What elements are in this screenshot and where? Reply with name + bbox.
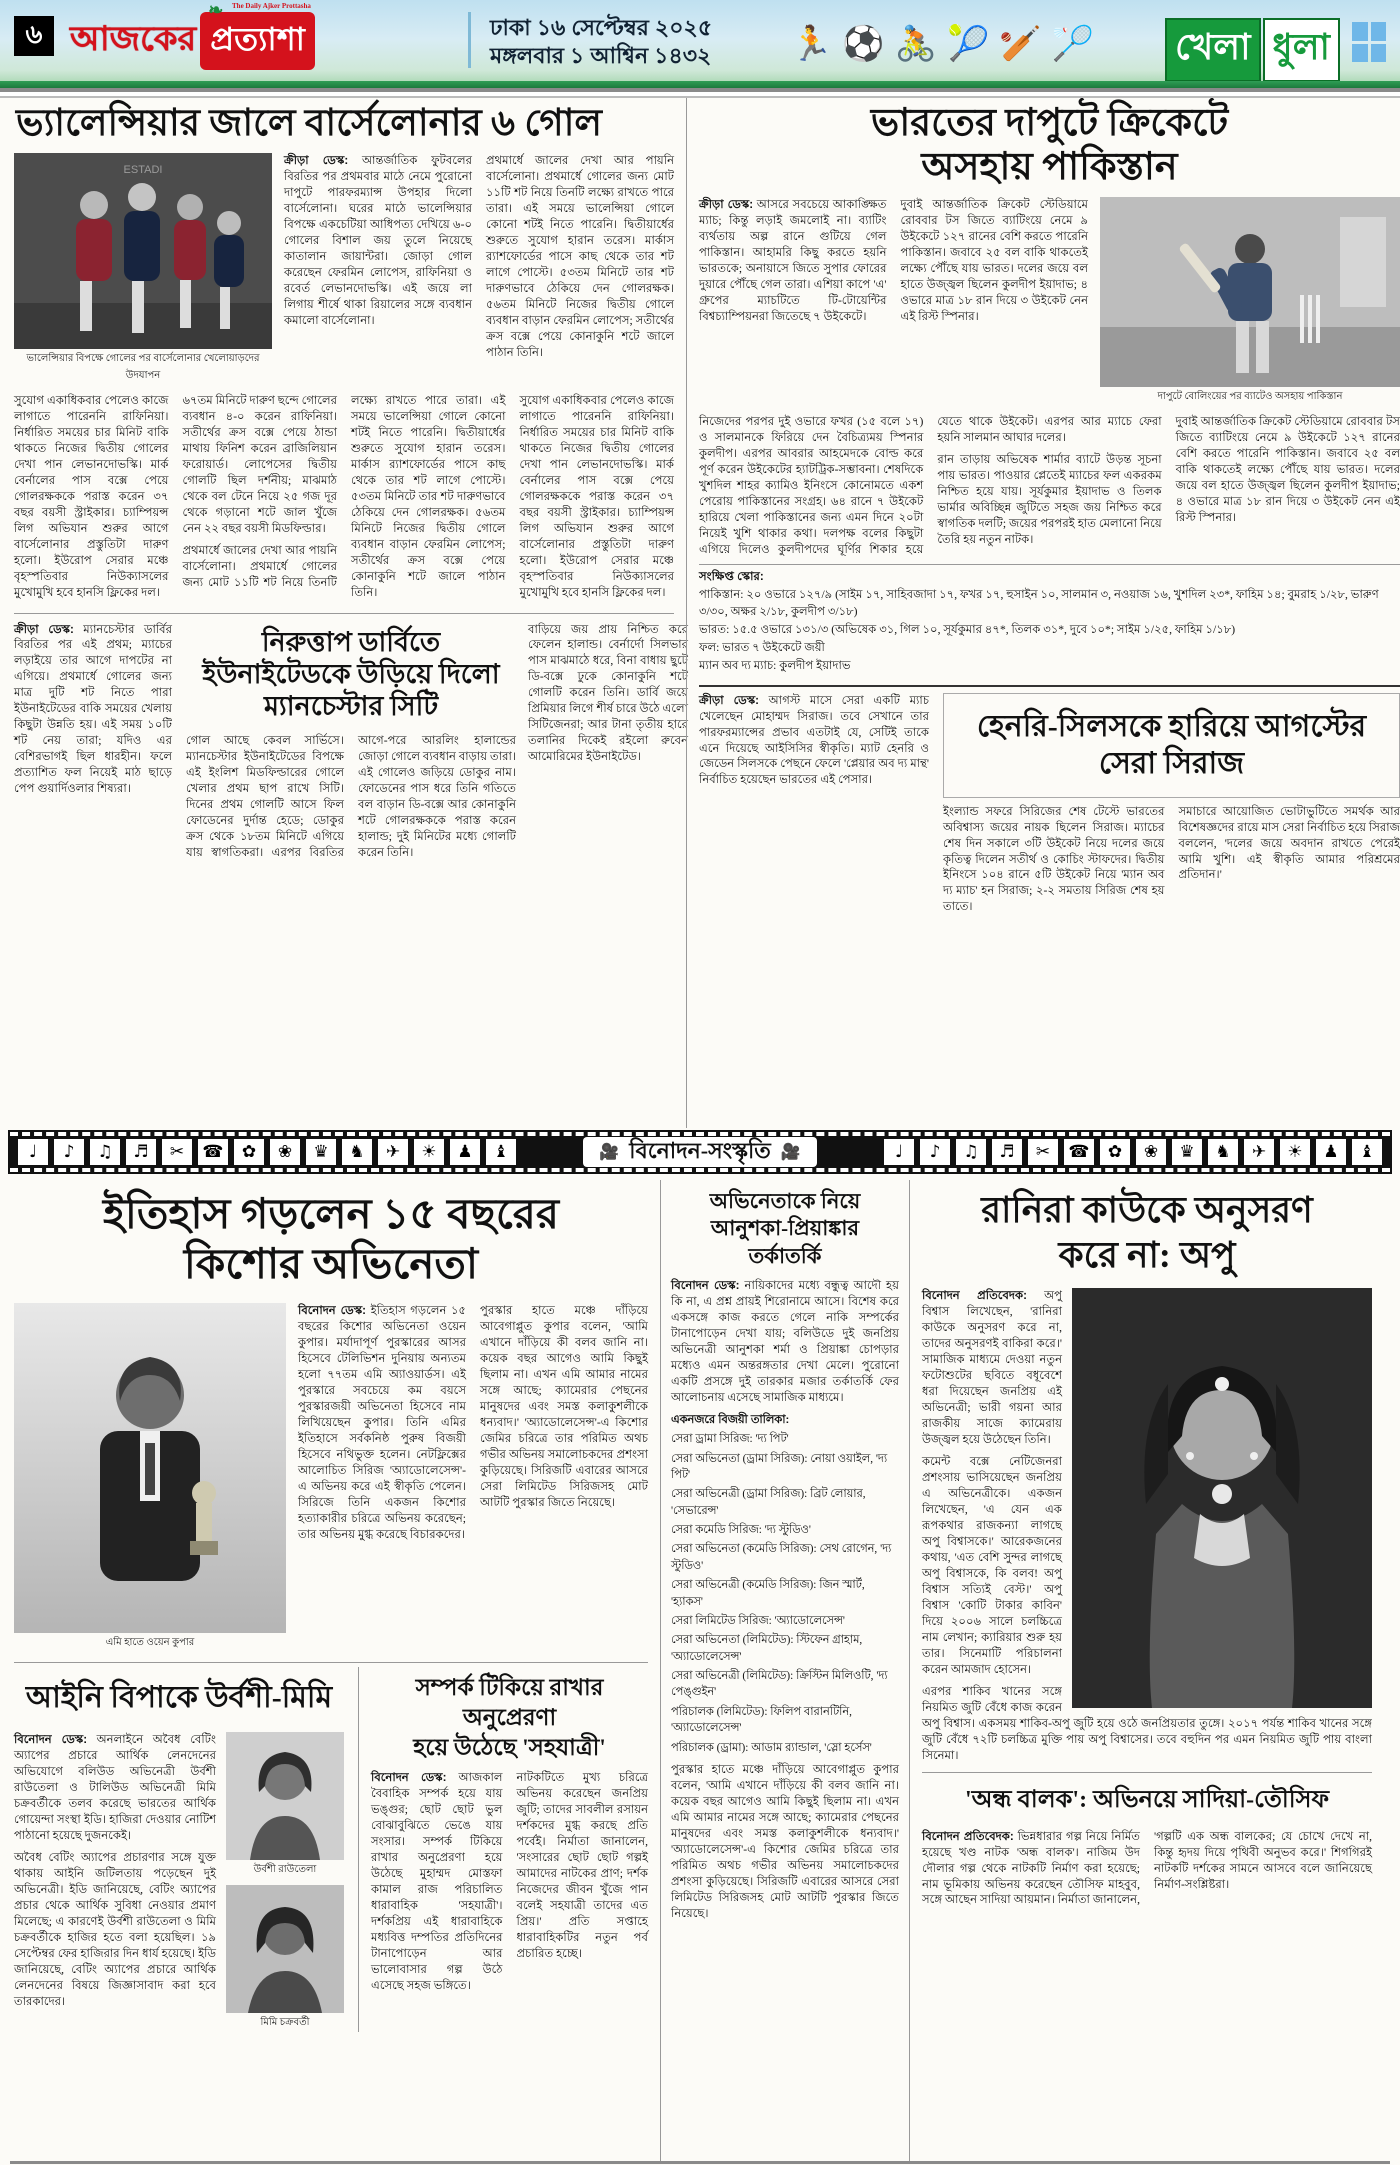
film-strip-icons-left: [18, 1139, 516, 1165]
apu-headline: রানিরা কাউকে অনুসরণ করে না: অপু: [981, 1190, 1313, 1275]
bottom-rule: [10, 2161, 1390, 2165]
football-icon: ⚽: [842, 24, 885, 64]
urbashi-photo-caption: উর্বশী রাউতেলা: [253, 1863, 317, 1875]
film-strip-icon: ♬: [992, 1139, 1022, 1165]
film-strip-icon: ✂: [1028, 1139, 1058, 1165]
film-strip-icon: ✈: [378, 1139, 408, 1165]
byline: বিনোদন ডেস্ক:: [14, 1732, 88, 1746]
byline: ক্রীড়া ডেস্ক:: [699, 693, 760, 707]
award-list-item: পরিচালক (লিমিটেড): ফিলিপ বারানটিনি, 'অ্যাডোলেসেন্স': [671, 1705, 852, 1735]
barcelona-photo-caption: ভালেন্সিয়ার বিপক্ষে গোলের পর বার্সেলোনার খেলোয়াড়দের উদযাপন: [26, 352, 260, 381]
siraj-body-left: ক্রীড়া ডেস্ক: আগস্ট মাসে সেরা একটি ম্যাচ খেলেছেন মোহাম্মদ সিরাজ। তবে সেখানে তার পারফরম্যান্সের প্রভাব এতটাই যে, সেটিই তাকে এনে দিয়েছে আইসিসির স্বীকৃতি। ম্যাট হেনরি ও জেডেন সিলসকে পেছনে ফেলে 'প্লেয়ার অব দ্য মান্থ' নির্বাচিত হয়েছেন ভারতের এই পেসার।: [699, 693, 929, 787]
entertainment-divider-strip: [10, 1132, 1390, 1172]
runner-icon: 🏃: [790, 24, 833, 64]
section-logo-part-1: খেলা: [1165, 18, 1261, 82]
dateline-bangla: মঙ্গলবার ১ আশ্বিন ১৪৩২: [490, 42, 712, 68]
sahajatri-headline: সম্পর্ক টিকিয়ে রাখার অনুপ্রেরণা হয়ে উঠেছে 'সহযাত্রী': [413, 1674, 606, 1760]
masthead-word-2: ❧ The Daily Ajker Prottasha প্রত্যাশা: [200, 12, 315, 70]
entertainment-divider-panel: [583, 1137, 816, 1167]
film-strip-icon: ♩: [884, 1139, 914, 1165]
section-logo: [1165, 18, 1340, 82]
masthead: [70, 0, 315, 70]
barcelona-article: [14, 98, 686, 1128]
blind-boy-body: বিনোদন প্রতিবেদক: ভিন্নধারার গল্প নিয়ে নির্মিত হয়েছে খণ্ড নাটক 'অন্ধ বালক'। নাজিম উদ দৌলার গল্প থেকে নাটকটি নির্মাণ করা হয়েছে; নাম ভূমিকায় অভিনয় করেছেন তৌসিফ মাহবুব, সঙ্গে আছেন সাদিয়া আয়মান। নির্মাতা জানালেন, 'গল্পটি এক অন্ধ বালকের; যে চোখে দেখে না, কিন্তু হৃদয় দিয়ে পৃথিবী অনুভব করে।' শিগগিরই নাটকটি দর্শকের সামনে আসবে বলে জানিয়েছে নির্মাণ-সংশ্লিষ্টরা।: [922, 1829, 1372, 1907]
byline: ক্রীড়া ডেস্ক:: [699, 198, 754, 212]
entertainment-left-column: [14, 1180, 660, 2161]
section-logo-part-2: ধুলা: [1263, 18, 1340, 82]
film-strip-icon: ❀: [1136, 1139, 1166, 1165]
film-strip-icon: ♝: [1352, 1139, 1382, 1165]
mancity-headline: নিরুত্তাপ ডার্বিতে ইউনাইটেডকে উড়িয়ে দিলো ম্যানচেস্টার সিটি: [202, 626, 500, 722]
film-strip-icon: ♪: [920, 1139, 950, 1165]
mancity-body: গোল আছে কেবল সার্ভিসে। ম্যানচেস্টার ইউনাইটেডের বিপক্ষে এই ইংলিশ মিডফিল্ডারের গোলে খেলার প্রথম ছাপ রাখে সিটি। দিনের প্রথম গোলটি আসে ফিল ফোডেনের দুর্দান্ত হেডে; ডোকুর ক্রস থেকে ১৮তম মিনিটে এগিয়ে যায় স্বাগতিকরা। এরপর বিরতির আগে-পরে আরলিং হালান্ডের জোড়া গোলে ব্যবধান বাড়ায় তারা। এই গোলেও জড়িয়ে ডোকুর নাম। ফোডেনের পাস ধরে তিনি গতিতে বল বাড়ান ডি-বক্সে আর কোনাকুনি শটে গোলরক্ষককে পরাস্ত করেন হালান্ড; দুই মিনিটের মধ্যে গোলটি করেন তিনি।: [186, 733, 516, 859]
entertainment-section: [0, 1176, 1400, 2161]
top-rule: [0, 88, 1400, 98]
cricket-body-bottom: নিজেদের পরপর দুই ওভারে ফখর (১৫ বলে ১৭) ও সালমানকে ফিরিয়ে দেন বৈচিত্র্যময় স্পিনার কুলদীপ। এরপর আবরার আহমেদকে বোল্ড করে পূর্ণ করেন উইকেটের হ্যাটট্রিক-সম্ভাবনা। শেষদিকে খুশদিল শাহর ক্যামিও ইনিংসে কোনোমতে একশ পেরোয় পাকিস্তানের সংগ্রহ। ৬৪ রানে ৭ উইকেট হারিয়ে খেলা পাকিস্তানের জন্য এমন দিনে ২০টা নিয়েই খুশি থাকার কথা। দলপক্ষ বলের কিছুটা এগিয়ে দিলেও কুলদীপদের ঘূর্ণির শিকার হয়ে যেতে থাকে উইকেট। এরপর আর ম্যাচে ফেরা হয়নি সালমান আঘার দলের। রান তাড়ায় অভিষেক শার্মার ব্যাটে উড়ন্ত সূচনা পায় ভারত। পাওয়ার প্লেতেই ম্যাচের ফল একরকম নিশ্চিত হয়ে যায়। সূর্যকুমার ইয়াদাভ ও তিলক ভার্মার অবিচ্ছিন্ন জুটিতে সহজ জয় নিশ্চিত করে স্বাগতিক দলটি; জয়ের পরপরই হাত মেলানো নিয়ে তৈরি হয় নতুন নাটক। দুবাই আন্তর্জাতিক ক্রিকেট স্টেডিয়ামে রোববার টস জিতে ব্যাটিংয়ে নেমে ৯ উইকেটে ১২৭ রানের বেশি করতে পারেনি পাকিস্তান। জবাবে ২৫ বল বাকি থাকতেই লক্ষ্যে পৌঁছে যায় ভারত। দলের জয়ে বল হাতে উজ্জ্বল ছিলেন কুলদীপ ইয়াদাভ; ৪ ওভারে মাত্র ১৮ রান দিয়ে ৩ উইকেট নেন এই রিস্ট স্পিনার।: [699, 415, 1400, 557]
film-strip-icon: ♛: [1172, 1139, 1202, 1165]
barcelona-body-top: ক্রীড়া ডেস্ক: আন্তর্জাতিক ফুটবলের বিরতির পর প্রথমবার মাঠে নেমে পুরোনো দাপুটে পারফরম্যান্স উপহার দিলো বার্সেলোনা। ঘরের মাঠে ভালেন্সিয়ার বিপক্ষে একচেটিয়া আধিপত্য দেখিয়ে ৬-০ গোলের বিশাল জয় তুলে নিয়েছে কাতালান জায়ান্টরা। জোড়া গোল করেছেন ফেরমিন লোপেস, রাফিনিয়া ও রবের্ত লেভানদোভস্কি। এই জয়ে লা লিগায় শীর্ষে থাকা রিয়ালের সঙ্গে ব্যবধান কমালো বার্সেলোনা। প্রথমার্ধে জালের দেখা আর পায়নি বার্সেলোনা। প্রথমার্ধে গোলের জন্য মোট ১১টি শট নিয়ে তিনটি লক্ষ্যে রাখতে পারে তারা। এই সময়ে ভালেন্সিয়া গোলে কোনো শটই নিতে পারেনি। দ্বিতীয়ার্ধের শুরুতে সুযোগ হারান তরেস। মার্কাস র‍্যাশফোর্ডের পাসে কাছ থেকে তার শট লাগে পোস্টে। ৫৩তম মিনিটে তার শট দারুণভাবে ঠেকিয়ে দেন গোলরক্ষক। ৫৬তম মিনিটে নিজের দ্বিতীয় গোলে ব্যবধান বাড়ান ফেরমিন লোপেস; সতীর্থের ক্রস বক্সে পেয়ে কোনাকুনি শটে জালে পাঠান তিনি।: [284, 153, 674, 359]
byline: বিনোদন ডেস্ক:: [298, 1303, 367, 1317]
masthead-word-1: আজকের: [70, 20, 197, 58]
film-strip-icon: ♝: [486, 1139, 516, 1165]
award-list-item: সেরা অভিনেত্রী (ড্রামা সিরিজ): ব্রিট লোয়ার, 'সেভারেন্স': [671, 1488, 866, 1517]
apu-article: [922, 1180, 1372, 1764]
barcelona-headline: ভ্যালেন্সিয়ার জালে বার্সেলোনার ৬ গোল: [16, 103, 602, 144]
anushka-article: [660, 1180, 910, 2161]
sahajatri-body: বিনোদন ডেস্ক: আজকাল বৈবাহিক সম্পর্ক হয়ে যায় ভঙ্গুর; ছোট ছোট ভুল বোঝাবুঝিতে ভেঙে যায় সংসার। সম্পর্ক টিকিয়ে রাখার অনুপ্রেরণা হয়ে উঠেছে মুহাম্মদ মোস্তফা কামাল রাজ পরিচালিত ধারাবাহিক 'সহযাত্রী'। দর্শকপ্রিয় এই ধারাবাহিকে মধ্যবিত্ত দম্পতির প্রতিদিনের টানাপোড়েন আর ভালোবাসার গল্প উঠে এসেছে সহজ ভঙ্গিতে। নাটকটিতে মুখ্য চরিত্রে অভিনয় করেছেন জনপ্রিয় জুটি; তাদের সাবলীল রসায়ন দর্শকদের মুগ্ধ করছে প্রতি পর্বেই। নির্মাতা জানালেন, 'সংসারের ছোট ছোট গল্পই আমাদের নাটকের প্রাণ; দর্শক নিজেদের জীবন খুঁজে পান বলেই সহযাত্রী তাদের এত প্রিয়।' প্রতি সপ্তাহে ধারাবাহিকটির নতুন পর্ব প্রচারিত হচ্ছে।: [371, 1771, 648, 1993]
anushka-body: বিনোদন ডেস্ক: নায়িকাদের মধ্যে বন্ধুত্ব আদৌ হয় কি না, এ প্রশ্ন প্রায়ই শিরোনামে আসে। বিশেষ করে একসঙ্গে কাজ করতে গেলে নাকি সম্পর্কের টানাপোড়েন দেখা যায়; বলিউডে দুই জনপ্রিয় অভিনেত্রী আনুশকা শর্মা ও প্রিয়াঙ্কা চোপড়ার মধ্যেও এমন অন্তরঙ্গতার দেখা মেলে। পুরোনো একটি প্রসঙ্গে দুই তারকার মজার তর্কাতর্কি ফের আলোচনায় এসেছে সামাজিক মাধ্যমে।: [671, 1278, 899, 1404]
sports-figures-illustration: [790, 4, 1220, 84]
film-strip-icon: ♞: [342, 1139, 372, 1165]
film-strip-icon: ✿: [1100, 1139, 1130, 1165]
teen-actor-headline: ইতিহাস গড়লেন ১৫ বছরের কিশোর অভিনেতা: [102, 1192, 560, 1289]
film-strip-icon: ✿: [234, 1139, 264, 1165]
entertainment-section-title: বিনোদন-সংস্কৃতি: [629, 1137, 771, 1163]
cricket-body-top: ক্রীড়া ডেস্ক: আসরে সবচেয়ে আকাঙ্ক্ষিত ম্যাচ; কিন্তু লড়াই জমলোই না। ব্যাটিং ব্যর্থতায় অল্প রানে গুটিয়ে গেল পাকিস্তান। আহামরি কিছু করতে হয়নি ভারতকে; অনায়াসে জিতে সুপার ফোরের দুয়ারে পৌঁছে গেল তারা। এশিয়া কাপে 'এ' গ্রুপের ম্যাচটিতে টি-টোয়েন্টির বিশ্বচ্যাম্পিয়নরা জিতেছে ৭ উইকেটে। দুবাই আন্তর্জাতিক ক্রিকেট স্টেডিয়ামে রোববার টস জিতে ব্যাটিংয়ে নেমে ৯ উইকেটে ১২৭ রানের বেশি করতে পারেনি পাকিস্তান। জবাবে ২৫ বল বাকি থাকতেই লক্ষ্যে পৌঁছে যায় ভারত। দলের জয়ে বল হাতে উজ্জ্বল ছিলেন কুলদীপ ইয়াদাভ; ৪ ওভারে মাত্র ১৮ রান দিয়ে ৩ উইকেট নেন এই রিস্ট স্পিনার।: [699, 198, 1088, 324]
film-strip-icon: ☎: [198, 1139, 228, 1165]
scorecard-line: ম্যান অব দ্য ম্যাচ: কুলদীপ ইয়াদাভ: [699, 659, 851, 673]
film-strip-icon: ♪: [54, 1139, 84, 1165]
siraj-right: [943, 693, 1400, 916]
teen-actor-body: বিনোদন ডেস্ক: ইতিহাস গড়লেন ১৫ বছরের কিশোর অভিনেতা ওয়েন কুপার। মর্যাদাপূর্ণ পুরস্কারের আসর হিসেবে টেলিভিশন দুনিয়ায় অন্যতম হলো ৭৭তম এমি অ্যাওয়ার্ডস। এই পুরস্কারে সবচেয়ে কম বয়সে পুরস্কারজয়ী অভিনেতা হিসেবে নাম লিখিয়েছেন কুপার। তিনি এমির ইতিহাসে সর্বকনিষ্ঠ পুরুষ বিজয়ী হিসেবে নথিভুক্ত হলেন। নেটফ্লিক্সের আলোচিত সিরিজ 'অ্যাডোলেসেন্স'-এ অভিনয় করে এই স্বীকৃতি পেলেন। সিরিজে তিনি একজন কিশোর হত্যাকারীর চরিত্রে অভিনয় করেছেন; তার অভিনয় মুগ্ধ করেছে বিচারকদের। পুরস্কার হাতে মঞ্চে দাঁড়িয়ে আবেগাপ্লুত কুপার বলেন, 'আমি এখানে দাঁড়িয়ে কী বলব জানি না। কয়েক বছর আগেও আমি কিছুই ছিলাম না। এখন এমি আমার নামের সঙ্গে আছে; ক্যামেরার পেছনের মানুষদের এবং সমস্ত কলাকুশলীকে ধন্যবাদ।' 'অ্যাডোলেসেন্স'-এ কিশোর জেমির চরিত্রে তার পরিমিত অথচ গভীর অভিনয় সমালোচকদের প্রশংসা কুড়িয়েছে। সিরিজটি এবারের আসরে সেরা লিমিটেড সিরিজসহ মোট আটটি পুরস্কার জিতে নিয়েছে।: [298, 1303, 648, 1541]
film-strip-icon: ❀: [270, 1139, 300, 1165]
cricket-article: [686, 98, 1400, 1128]
mimi-photo-caption: মিমি চক্রবর্তী: [260, 2016, 310, 2028]
film-strip-icon: ♟: [1316, 1139, 1346, 1165]
decorative-blue-blocks: [1352, 22, 1386, 62]
film-strip-icon: ☎: [1064, 1139, 1094, 1165]
leaf-icon: ❧: [208, 0, 224, 20]
projector-icon: 🎥: [599, 1144, 620, 1161]
award-list-item: সেরা ড্রামা সিরিজ: 'দ্য পিট': [671, 1433, 789, 1446]
anushka-body-2: পুরস্কার হাতে মঞ্চে দাঁড়িয়ে আবেগাপ্লুত কুপার বলেন, 'আমি এখানে দাঁড়িয়ে কী বলব জানি না। কয়েক বছর আগেও আমি কিছুই ছিলাম না। এখন এমি আমার নামের সঙ্গে আছে; ক্যামেরার পেছনের মানুষদের এবং সমস্ত কলাকুশলীকে ধন্যবাদ।' 'অ্যাডোলেসেন্স'-এ কিশোর জেমির চরিত্রে তার পরিমিত অথচ গভীর অভিনয় সমালোচকদের প্রশংসা কুড়িয়েছে। সিরিজটি এবারের আসরে সেরা লিমিটেড সিরিজসহ মোট আটটি পুরস্কার জিতে নিয়েছে।: [671, 1762, 899, 1920]
film-strip-icon: ♞: [1208, 1139, 1238, 1165]
page-number: ৬: [14, 16, 54, 56]
award-list-item: সেরা অভিনেত্রী (লিমিটেড): ক্রিস্টিন মিলিওটি, 'দ্য পেঙ্গুইন': [671, 1670, 888, 1699]
mimi-photo: [226, 1885, 344, 2013]
cricket-headline: ভারতের দাপুটে ক্রিকেটে অসহায় পাকিস্তান: [870, 102, 1229, 188]
siraj-body-right: ইংল্যান্ড সফরে সিরিজের শেষ টেস্টে ভারতের অবিশ্বাস্য জয়ের নায়ক ছিলেন সিরাজ। ম্যাচের শেষ দিন সকালে ৩টি উইকেট নিয়ে দলের জয়ে কৃতিত্ব দিলেন সতীর্থ ও কোচিং স্টাফদের। দ্বিতীয় ইনিংসে ১০৪ রানে ৫টি উইকেট নিয়ে 'ম্যান অব দ্য ম্যাচ' হন সিরাজ; ২-২ সমতায় সিরিজ শেষ হয় তাতে। সমাচারে আয়োজিত ভোটাভুটিতে সমর্থক আর বিশেষজ্ঞদের রায়ে মাস সেরা নির্বাচিত হয়ে সিরাজ বললেন, 'দলের জয়ে অবদান রাখতে পেরেই আমি খুশি। এই স্বীকৃতি আমার পরিশ্রমের প্রতিদান।': [943, 804, 1400, 914]
award-list-item: সেরা অভিনেতা (ড্রামা সিরিজ): নোয়া ওয়াইল, 'দ্য পিট': [671, 1452, 888, 1481]
apu-bridal-photo: [1072, 1288, 1372, 1708]
urbashi-body: বিনোদন ডেস্ক: অনলাইনে অবৈধ বেটিং অ্যাপের প্রচারে আর্থিক লেনদেনের অভিযোগে বলিউড অভিনেত্রী উর্বশী রাউতেলা ও টালিউড অভিনেত্রী মিমি চক্রবর্তীকে তলব করেছে ভারতের আর্থিক গোয়েন্দা সংস্থা ইডি। হাজিরা দেওয়ার নোটিশ পাঠানো হয়েছে দুজনকেই। অবৈধ বেটিং অ্যাপের প্রচারণার সঙ্গে যুক্ত থাকায় আইনি জটিলতায় পড়েছেন দুই অভিনেত্রী। ইডি জানিয়েছে, বেটিং অ্যাপের প্রচার থেকে আর্থিক সুবিধা নেওয়ার প্রমাণ মিলেছে; এ কারণেই উর্বশী রাউতেলা ও মিমি চক্রবর্তীকে হাজির হতে বলা হয়েছিল। ১৯ সেপ্টেম্বর ফের হাজিরার দিন ধার্য হয়েছে। ইডি জানিয়েছে, বেটিং অ্যাপের প্রচারে আর্থিক লেনদেনের বিষয়ে জিজ্ঞাসাবাদ করা হবে তারকাদের।: [14, 1732, 216, 2008]
badminton-icon: 🏸: [1051, 24, 1095, 64]
byline: বিনোদন প্রতিবেদক:: [922, 1289, 1027, 1302]
masthead-tagline: The Daily Ajker Prottasha: [232, 2, 311, 10]
film-strip-icon: ✂: [162, 1139, 192, 1165]
emmy-awards-list: [671, 1412, 899, 1756]
siraj-article: [699, 685, 1400, 916]
byline: বিনোদন ডেস্ক:: [371, 1771, 447, 1785]
blind-boy-headline: 'অন্ধ বালক': অভিনয়ে সাদিয়া-তৌসিফ: [922, 1772, 1372, 1829]
entertainment-right-column: [910, 1180, 1372, 2161]
award-list-item: সেরা কমেডি সিরিজ: 'দ্য স্টুডিও': [671, 1524, 811, 1537]
cricket-batsman-photo: [1100, 197, 1400, 387]
scorecard-line: ফল: ভারত ৭ উইকেটে জয়ী: [699, 641, 825, 655]
film-strip-icon: ♛: [306, 1139, 336, 1165]
film-strip-icon: ☀: [1280, 1139, 1310, 1165]
urbashi-headline: আইনি বিপাকে উর্বশী-মিমি: [25, 1680, 333, 1714]
film-strip-icon: ♫: [90, 1139, 120, 1165]
teen-actor-article: [14, 1180, 648, 1652]
svg-text:ESTADI: ESTADI: [123, 163, 163, 176]
scorecard-title: সংক্ষিপ্ত স্কোর:: [699, 570, 764, 584]
byline: বিনোদন প্রতিবেদক:: [922, 1829, 1014, 1843]
sports-section: [0, 98, 1400, 1128]
barcelona-celebration-photo: [14, 153, 272, 349]
siraj-headline: হেনরি-সিলসকে হারিয়ে আগস্টের সেরা সিরাজ: [943, 693, 1400, 798]
film-strip-icons-right: [884, 1139, 1382, 1165]
masthead-banner: [0, 0, 1400, 88]
mancity-col-left: ক্রীড়া ডেস্ক: ম্যানচেস্টার ডার্বির বিরতির পর এই প্রথম; ম্যাচের লড়াইয়ে তার আগে দাপটের না এগিয়ে। প্রথমার্ধে গোলের জন্য মাত্র দুটি শট নিতে পারা ইউনাইটেডের বাকি সময়ের খেলায় কিছুটা উন্নতি হয়। এই সময় ১০টি শট নেয় তারা; যদিও এর বেশিরভাগই ছিল ধারহীন। ফলে প্রত্যাশিত ফল নিয়েই মাঠ ছাড়ে পেপ গুয়ার্দিওলার শিষ্যরা।: [14, 622, 172, 796]
teen-actor-photo: [14, 1303, 286, 1633]
teen-actor-photo-caption: এমি হাতে ওয়েন কুপার: [105, 1636, 195, 1648]
byline: ক্রীড়া ডেস্ক:: [14, 622, 74, 636]
award-list-item: পরিচালক (ড্রামা): আডাম র‍্যান্ডাল, 'স্লো হর্সেস': [671, 1741, 872, 1754]
film-strip-icon: ✈: [1244, 1139, 1274, 1165]
award-list-item: সেরা লিমিটেড সিরিজ: 'অ্যাডোলেসেন্স': [671, 1614, 845, 1627]
mancity-article: [14, 613, 688, 864]
tennis-icon: 🎾: [947, 24, 990, 64]
scorecard-line: পাকিস্তান: ২০ ওভারে ১২৭/৯ (সাইম ১৭, সাহিবজাদা ১৭, ফখর ১৭, হুসাইন ১০, সালমান ৩, নওয়াজ ১৬, খুশদিল ২৩*, ফাহিম ১৪; বুমরাহ ১/২৮, ভারুণ ৩/৩০, অক্ষর ২/১৮, কুলদীপ ৩/১৮): [699, 588, 1379, 618]
cricket-icon: 🏏: [999, 24, 1042, 64]
barcelona-body-bottom: সুযোগ একাধিকবার পেলেও কাজে লাগাতে পারেননি রাফিনিয়া। নির্ধারিত সময়ের চার মিনিট বাকি থাকতে নিজের দ্বিতীয় গোলের দেখা পান লেভানদোভস্কি। মার্ক বের্নালের পাস বক্সে পেয়ে গোলরক্ষককে পরাস্ত করেন ৩৭ বছর বয়সী স্ট্রাইকার। চ্যাম্পিয়ন্স লিগ অভিযান শুরুর আগে বার্সেলোনার প্রস্তুতিটা দারুণ হলো। ইউরোপ সেরার মঞ্চে বৃহস্পতিবার নিউক্যাসলের মুখোমুখি হবে হানসি ফ্লিকের দল। ৬৭তম মিনিটে দারুণ ছন্দে গোলের ব্যবধান ৪-০ করেন রাফিনিয়া। সতীর্থের ক্রস বক্সে পেয়ে ঠান্ডা মাথায় ফিনিশ করেন ব্রাজিলিয়ান ফরোয়ার্ড। লোপেসের দ্বিতীয় গোলটি ছিল দর্শনীয়; মাঝমাঠ থেকে বল টেনে নিয়ে ২৫ গজ দূর থেকে গড়ানো শটে জাল খুঁজে নেন ২২ বছর বয়সী মিডফিল্ডার। প্রথমার্ধে জালের দেখা আর পায়নি বার্সেলোনা। প্রথমার্ধে গোলের জন্য মোট ১১টি শট নিয়ে তিনটি লক্ষ্যে রাখতে পারে তারা। এই সময়ে ভালেন্সিয়া গোলে কোনো শটই নিতে পারেনি। দ্বিতীয়ার্ধের শুরুতে সুযোগ হারান তরেস। মার্কাস র‍্যাশফোর্ডের পাসে কাছ থেকে তার শট লাগে পোস্টে। ৫৩তম মিনিটে তার শট দারুণভাবে ঠেকিয়ে দেন গোলরক্ষক। ৫৬তম মিনিটে নিজের দ্বিতীয় গোলে ব্যবধান বাড়ান ফেরমিন লোপেস; সতীর্থের ক্রস বক্সে পেয়ে কোনাকুনি শটে জালে পাঠান তিনি। সুযোগ একাধিকবার পেলেও কাজে লাগাতে পারেননি রাফিনিয়া। নির্ধারিত সময়ের চার মিনিট বাকি থাকতে নিজের দ্বিতীয় গোলের দেখা পান লেভানদোভস্কি। মার্ক বের্নালের পাস বক্সে পেয়ে গোলরক্ষককে পরাস্ত করেন ৩৭ বছর বয়সী স্ট্রাইকার। চ্যাম্পিয়ন্স লিগ অভিযান শুরুর আগে বার্সেলোনার প্রস্তুতিটা দারুণ হলো। ইউরোপ সেরার মঞ্চে বৃহস্পতিবার নিউক্যাসলের মুখোমুখি হবে হানসি ফ্লিকের দল।: [14, 393, 674, 599]
dateline: [490, 14, 712, 69]
apu-body: বিনোদন প্রতিবেদক: অপু বিশ্বাস লিখেছেন, 'রানিরা কাউকে অনুসরণ করে না, তাদের অনুসরণই বাকিরা করে।' সামাজিক মাধ্যমে দেওয়া নতুন ফটোশুটের ছবিতে বধূবেশে ধরা দিয়েছেন জনপ্রিয় এই অভিনেত্রী; ভারী গয়না আর রাজকীয় সাজে ক্যামেরায় উজ্জ্বল হয়ে উঠেছেন তিনি। কমেন্ট বক্সে নেটিজেনরা প্রশংসায় ভাসিয়েছেন জনপ্রিয় এ অভিনেত্রীকে। একজন লিখেছেন, 'এ যেন এক রূপকথার রাজকন্যা লাগছে অপু বিশ্বাসকে।' আরেকজনের কথায়, 'এত বেশি সুন্দর লাগছে অপু বিশ্বাসকে, কি বলব! অপু বিশ্বাস সত্যিই বেস্ট।' অপু বিশ্বাস 'কোটি টাকার কাবিন' দিয়ে ২০০৬ সালে চলচ্চিত্রে নাম লেখান; ক্যারিয়ার শুরু হয় তার। সিনেমাটি পরিচালনা করেন আমজাদ হোসেন। এরপর শাকিব খানের সঙ্গে নিয়মিত জুটি বেঁধে কাজ করেন অপু বিশ্বাস। একসময় শাকিব-অপু জুটি হয়ে ওঠে জনপ্রিয়তার তুঙ্গে। ২০১৭ পর্যন্ত শাকিব খানের সঙ্গে জুটি বেঁধে ৭২টি চলচ্চিত্র মুক্তি পায় অপু বিশ্বাসের। তবে বহুদিন পর এমন নিয়মিত জুটি পায় বাংলা সিনেমা।: [922, 1289, 1372, 1762]
mancity-center: [186, 622, 516, 864]
byline: বিনোদন ডেস্ক:: [671, 1278, 740, 1292]
cyclist-icon: 🚴: [894, 24, 938, 64]
film-strip-icon: ♟: [450, 1139, 480, 1165]
byline: ক্রীড়া ডেস্ক:: [284, 153, 349, 167]
projector-icon: 🎥: [780, 1144, 801, 1161]
sahajatri-article: [358, 1667, 648, 2032]
film-strip-icon: ♩: [18, 1139, 48, 1165]
header-divider: [468, 12, 471, 68]
award-list-item: সেরা অভিনেত্রী (কমেডি সিরিজ): জিন স্মার্ট, 'হ্যাকস': [671, 1579, 865, 1608]
mancity-col-right: বাড়িয়ে জয় প্রায় নিশ্চিত করে ফেলেন হালান্ড। বের্নার্দো সিলভার পাস মাঝমাঠে ধরে, বিনা বাধায় ছুটে ডি-বক্সে ঢুকে কোনাকুনি শটে গোলটি করেন তিনি। ডার্বি জয়ে প্রিমিয়ার লিগে শীর্ষ চারে উঠে এলো সিটিজেনরা; আর টানা তৃতীয় হারে তলানির দিকেই রইলো রুবেন আমোরিমের ইউনাইটেড।: [528, 622, 688, 764]
blind-boy-article: [922, 1772, 1372, 1909]
film-strip-icon: ☀: [414, 1139, 444, 1165]
cricket-scorecard: [699, 564, 1400, 674]
film-strip-icon: ♫: [956, 1139, 986, 1165]
scorecard-line: ভারত: ১৫.৫ ওভারে ১৩১/৩ (অভিষেক ৩১, গিল ১০, সূর্যকুমার ৪৭*, তিলক ৩১*, দুবে ১০*; সাইম ১/২৫, ফাহিম ১/১৮): [699, 622, 1236, 636]
anushka-headline: অভিনেতাকে নিয়ে আনুশকা-প্রিয়াঙ্কার তর্কাতর্কি: [709, 1189, 861, 1268]
award-list-item: সেরা অভিনেতা (কমেডি সিরিজ): সেথ রোগেন, 'দ্য স্টুডিও': [671, 1543, 892, 1572]
cricket-photo-caption: দাপুটে বোলিংয়ের পর ব্যাটেও অসহায় পাকিস্তান: [1157, 391, 1343, 403]
awards-list-title: একনজরে বিজয়ী তালিকা:: [671, 1413, 790, 1426]
urbashi-mimi-article: [14, 1667, 344, 2032]
award-list-item: সেরা অভিনেতা (লিমিটেড): স্টিফেন গ্রাহাম, 'অ্যাডোলেসেন্স': [671, 1634, 863, 1663]
urbashi-photo: [226, 1732, 344, 1860]
film-strip-icon: ♬: [126, 1139, 156, 1165]
dateline-gregorian: ঢাকা ১৬ সেপ্টেম্বর ২০২৫: [490, 15, 713, 40]
